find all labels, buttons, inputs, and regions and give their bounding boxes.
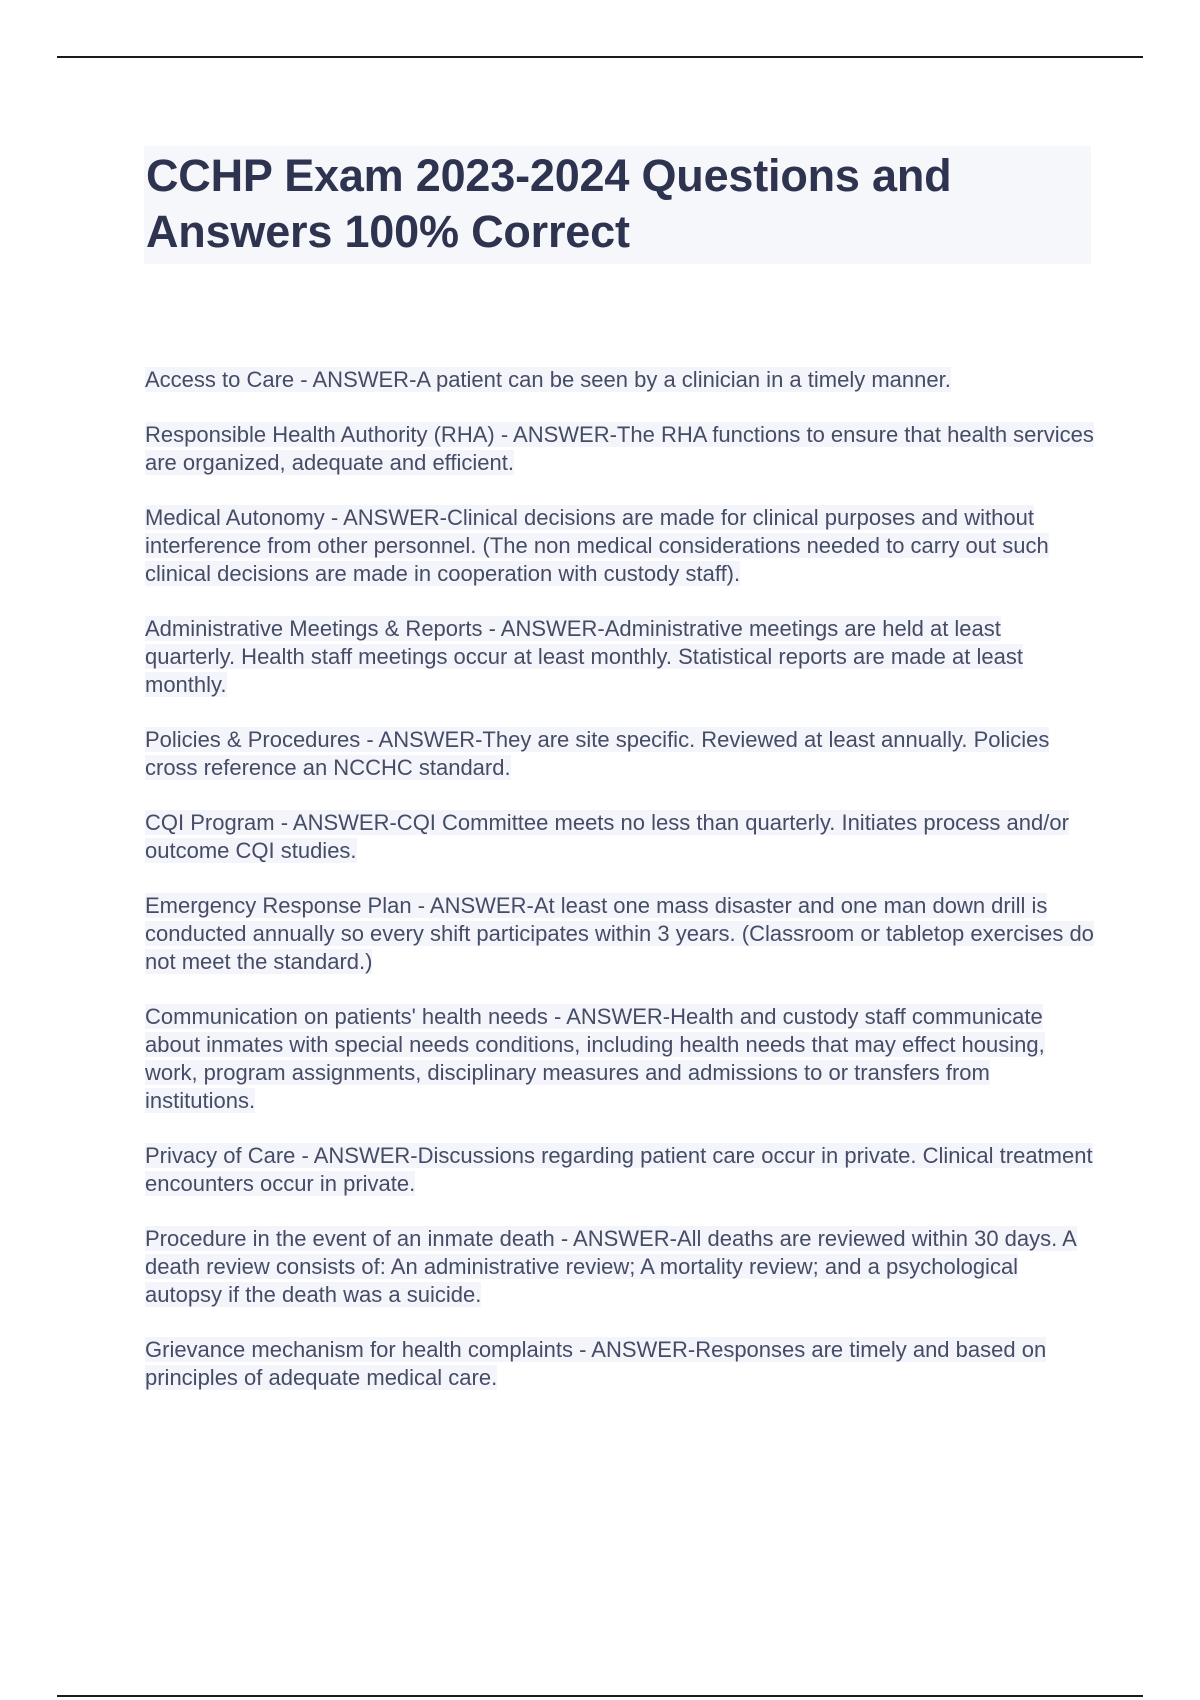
qa-entry	[145, 421, 1095, 477]
title-block	[144, 146, 1091, 264]
qa-entry-text: Communication on patients' health needs - ANSWER-Health and custody staff communicate about inmates with special needs conditions, including health needs that may effect housing, work, program assignments, disciplinary measures and admissions to or transfers from institutions.	[145, 1004, 1045, 1113]
qa-entry	[145, 1003, 1095, 1115]
qa-entry	[145, 1142, 1095, 1198]
qa-entry-text: Medical Autonomy - ANSWER-Clinical decisions are made for clinical purposes and without interference from other personnel. (The non medical considerations needed to carry out such clinical decisions are made in cooperation with custody staff).	[145, 505, 1049, 586]
qa-entry	[145, 726, 1095, 782]
qa-entry	[145, 892, 1095, 976]
qa-entry	[145, 809, 1095, 865]
qa-entry-text: Responsible Health Authority (RHA) - ANSWER-The RHA functions to ensure that health services are organized, adequate and efficient.	[145, 422, 1094, 475]
qa-entry-text: Administrative Meetings & Reports - ANSWER-Administrative meetings are held at least quarterly. Health staff meetings occur at least monthly. Statistical reports are made at least monthly.	[145, 616, 1023, 697]
qa-entry-text: Emergency Response Plan - ANSWER-At least one mass disaster and one man down drill is conducted annually so every shift participates within 3 years. (Classroom or tabletop exercises do not meet the standard.)	[145, 893, 1094, 974]
qa-entry	[145, 504, 1095, 588]
bottom-rule	[57, 1695, 1143, 1697]
qa-entry-text: Policies & Procedures - ANSWER-They are site specific. Reviewed at least annually. Policies cross reference an NCCHC standard.	[145, 727, 1050, 780]
top-rule	[57, 56, 1143, 58]
qa-entry-text: Access to Care - ANSWER-A patient can be seen by a clinician in a timely manner.	[145, 367, 951, 392]
qa-entry-text: CQI Program - ANSWER-CQI Committee meets no less than quarterly. Initiates process and/or outcome CQI studies.	[145, 810, 1069, 863]
qa-entry-text: Privacy of Care - ANSWER-Discussions regarding patient care occur in private. Clinical treatment encounters occur in private.	[145, 1143, 1093, 1196]
qa-entry-text: Grievance mechanism for health complaints - ANSWER-Responses are timely and based on principles of adequate medical care.	[145, 1337, 1047, 1390]
qa-list	[145, 366, 1095, 1419]
qa-entry-text: Procedure in the event of an inmate death - ANSWER-All deaths are reviewed within 30 days. A death review consists of: An administrative review; A mortality review; and a psychological autopsy if the death was a suicide.	[145, 1226, 1077, 1307]
qa-entry	[145, 1225, 1095, 1309]
qa-entry	[145, 1336, 1095, 1392]
document-title: CCHP Exam 2023-2024 Questions and Answers 100% Correct	[146, 150, 952, 257]
qa-entry	[145, 366, 1095, 394]
qa-entry	[145, 615, 1095, 699]
